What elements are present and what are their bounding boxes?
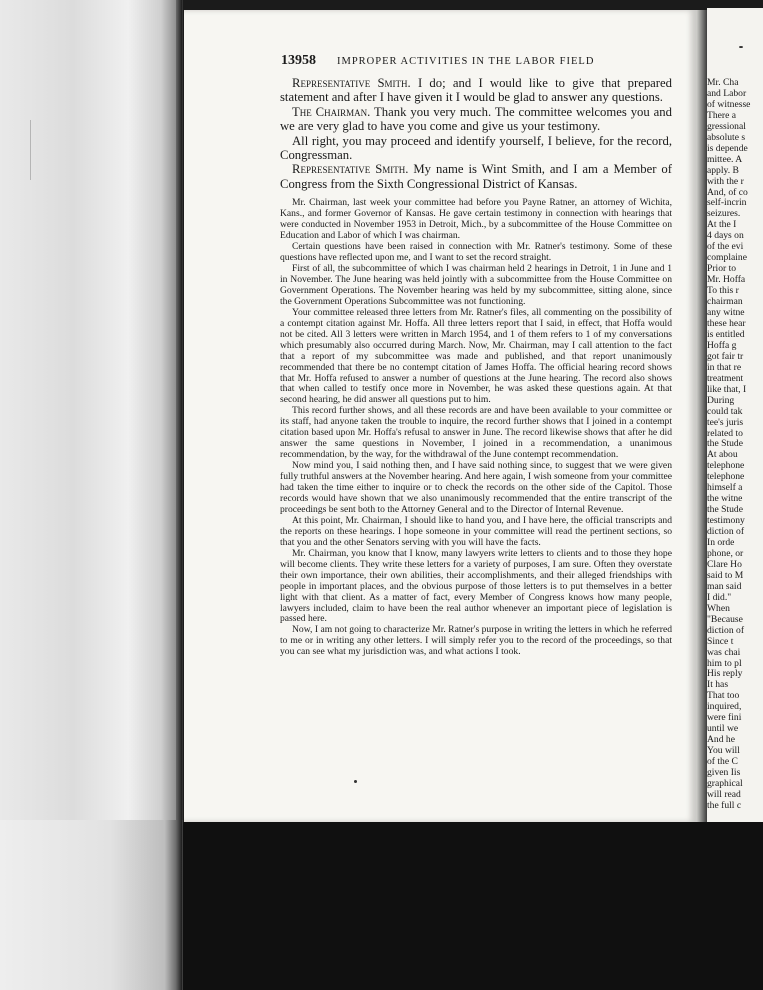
facing-page-line: of the evi — [707, 241, 744, 253]
facing-page-line: the Stude — [707, 438, 743, 450]
facing-page-line: There a — [707, 109, 737, 121]
facing-page-line: given Iis — [707, 767, 741, 779]
facing-page-line: man said — [707, 580, 742, 592]
speech-text: All right, you may proceed and identify yourself, I believe, for the record, Congressman. — [280, 133, 672, 163]
facing-page-line: phone, or — [707, 547, 744, 559]
facing-page-line: Mr. Cha — [707, 77, 739, 88]
facing-page-line: and Labor — [707, 87, 747, 99]
facing-page-line: himself a — [707, 482, 743, 494]
facing-page-line: until we — [707, 723, 739, 735]
speaker-name: Representative Smith. — [292, 162, 409, 177]
facing-page-line: Mr. Hoffa — [707, 274, 746, 286]
facing-page-line: tee's juris — [707, 416, 744, 428]
facing-page-line: You will — [707, 745, 740, 757]
page-body — [280, 76, 672, 658]
scan-artifact — [30, 120, 31, 180]
facing-page-line: I did." — [707, 591, 732, 603]
facing-page-line: is depende — [707, 142, 748, 154]
statement-paragraph: Now mind you, I said nothing then, and I have said nothing since, to suggest that we were given fully truthful answers at the November hearing. And here again, I wish someone from your committee had taken the time either to inquire or to check the records on the other side of the Capitol. Those records would have shown that we also unanimously recommended that the entire transcript of the proceedings be sent both to the Attorney General and to the Director of Internal Revenue. — [280, 460, 672, 515]
page-speck — [739, 46, 743, 48]
facing-page-line: is entitled — [707, 328, 745, 340]
page-gutter-shadow — [697, 10, 707, 822]
facing-page-line: self-incrin — [707, 197, 747, 209]
facing-page-line: testimony — [707, 515, 745, 527]
facing-page-line: Prior to — [707, 263, 737, 275]
facing-page-line: absolute s — [707, 131, 746, 143]
facing-page-line: the full c — [707, 799, 742, 811]
statement-paragraph: Now, I am not going to characterize Mr. Ratner's purpose in writing the letters in which he referred to me or in writing any other letters. I will simply refer you to the record of the proceedings, so that you can see what my jurisdiction was, and what actions I took. — [280, 624, 672, 658]
statement-paragraph: At this point, Mr. Chairman, I should like to hand you, and I have here, the official transcripts and the reports on these hearings. I hope someone in your committee will read the pertinent sections, so that you and the other Senators serving with you will have the facts. — [280, 514, 672, 548]
facing-page-line: him to pl — [707, 657, 742, 669]
page-header — [281, 53, 676, 69]
facing-page-line: could tak — [707, 405, 743, 417]
facing-page-line: apply. B — [707, 164, 739, 176]
facing-page-line: "Because — [707, 613, 743, 625]
facing-page-line: And, of co — [707, 186, 748, 198]
facing-page-line: That too — [707, 690, 740, 702]
statement-paragraph: Mr. Chairman, last week your committee had before you Payne Ratner, an attorney of Wichita, Kans., and former Governor of Kansas. He gave certain testimony in connection with hearings that were conducted in November 1953 in Detroit, Mich., by a subcommittee of the House Committee on Education and Labor of which I was chairman. — [280, 197, 672, 242]
speech-text: I do; and I would like to give that prepared statement and after I have given it I would be glad to answer any questions. — [280, 76, 672, 105]
speech-paragraph — [280, 134, 672, 163]
facing-page-line: will read — [707, 788, 741, 800]
speaker-name: The Chairman. — [292, 104, 371, 119]
facing-page-line: in that re — [707, 361, 742, 373]
facing-page-line: any witne — [707, 307, 745, 319]
facing-page-line: In orde — [707, 537, 735, 549]
facing-page-line: related to — [707, 427, 743, 439]
facing-page-line: It has — [707, 679, 729, 691]
speech-text: My name is Wint Smith, and I am a Member of Congress from the Sixth Congressional District of Kansas. — [280, 162, 672, 191]
prepared-statement — [280, 198, 672, 658]
facing-page-text — [707, 78, 763, 812]
statement-paragraph: First of all, the subcommittee of which I was chairman held 2 hearings in Detroit, 1 in June and 1 in November. The June hearing was held jointly with a subcommittee from the House Committee on Government Operations. The November hearing was held by my subcommittee, sitting alone, since the Government Operations Subcommittee was not functioning. — [280, 262, 672, 307]
facing-page-line: inquired, — [707, 701, 742, 713]
facing-page-line: chairman — [707, 296, 743, 308]
facing-page-line: complaine — [707, 252, 747, 264]
facing-page-line: To this r — [707, 285, 739, 297]
page-number: 13958 — [281, 53, 316, 68]
document-page — [184, 10, 697, 822]
facing-page-line: diction of — [707, 624, 745, 636]
facing-page-line: seizures. — [707, 208, 741, 220]
speech-text: Thank you very much. The committee welcomes you and we are very glad to have you come and give us your testimony. — [280, 104, 672, 134]
facing-page-line: diction of — [707, 526, 745, 538]
statement-paragraph: Certain questions have been raised in connection with Mr. Ratner's testimony. Some of these questions have reflected upon me, and I want to set the record straight. — [280, 241, 672, 264]
facing-page-line: At abou — [707, 449, 738, 461]
facing-page-line: got fair tr — [707, 350, 744, 362]
facing-page-line: At the I — [707, 219, 737, 231]
speech-paragraph — [280, 76, 672, 105]
facing-page-line: was chai — [707, 646, 741, 658]
facing-page-line: 4 days on — [707, 230, 744, 242]
facing-page-line: And he — [707, 734, 735, 746]
facing-page-line: Since t — [707, 635, 734, 647]
facing-page-line: Clare Ho — [707, 558, 742, 570]
facing-page-line: During — [707, 394, 735, 406]
facing-page-line: these hear — [707, 317, 746, 329]
facing-page-line: the Stude — [707, 504, 743, 516]
speech-paragraph — [280, 162, 672, 191]
facing-page-line: said to M — [707, 569, 744, 581]
facing-page-line: treatment — [707, 372, 744, 384]
facing-page-line: mittee. A — [707, 153, 743, 165]
speaker-name: Representative Smith. — [292, 76, 411, 90]
statement-paragraph: Mr. Chairman, you know that I know, many lawyers write letters to clients and to those they hope will become clients. They write these letters for a variety of purposes, I am sure. Often they overstate their own importance, their own abilities, their accomplishments, and their alleged friendships with people in important places, and the obvious purpose of those letters is to put themselves in a better light with that client. As a matter of fact, every Member of Congress knows how many people, lawyers included, claim to have been the real author whenever an important piece of legislation is passed here. — [280, 547, 672, 625]
page-speck — [354, 780, 357, 783]
speech-paragraph — [280, 105, 672, 134]
scan-binding-shadow — [176, 0, 182, 990]
statement-paragraph: Your committee released three letters from Mr. Ratner's files, all commenting on the possibility of a contempt citation against Mr. Hoffa. All three letters report that I said, in effect, that Hoffa would not be cited. All 3 letters were written in March 1954, and 1 of them refers to 1 of my conversations which presumably also occurred during March. Now, Mr. Chairman, may I call attention to the fact that a report of my subcommittee was made and published, and that report unanimously recommended that there be no contempt citation of James Hoffa. The official hearing record shows that Mr. Hoffa refused to answer a number of questions at the June hearing. The record also shows that when called to testify once more in November, he was asked these questions again. At that second hearing, he did answer all questions put to him. — [280, 306, 672, 406]
facing-page-line: of the C — [707, 756, 738, 768]
running-title: IMPROPER ACTIVITIES IN THE LABOR FIELD — [337, 56, 595, 67]
scan-left-margin-bottom — [0, 820, 183, 990]
facing-page-line: graphical — [707, 778, 743, 789]
facing-page-line: Hoffa g — [707, 339, 737, 351]
statement-paragraph: This record further shows, and all these records are and have been available to your committee or its staff, had anyone taken the trouble to inquire, the record further shows that I joined in a contempt citation based upon Mr. Hoffa's refusal to answer in June. The record likewise shows that after he did answer the same questions in November, I joined in a recommendation, a unanimous recommendation, by the way, for the withdrawal of the June contempt recommendation. — [280, 405, 672, 461]
facing-page-line: with the r — [707, 175, 744, 187]
facing-page-line: gressional — [707, 120, 746, 132]
facing-page-line: were fini — [707, 712, 742, 724]
facing-page-line: When — [707, 602, 730, 614]
facing-page-line: His reply — [707, 668, 743, 680]
facing-page-line: telephone — [707, 471, 745, 483]
facing-page-line: of witnesse — [707, 98, 751, 110]
scanner-background — [183, 822, 763, 990]
facing-page — [707, 8, 763, 822]
facing-page-line: like that, I — [707, 383, 747, 395]
facing-page-line: the witne — [707, 493, 743, 505]
facing-page-line: telephone — [707, 460, 745, 472]
